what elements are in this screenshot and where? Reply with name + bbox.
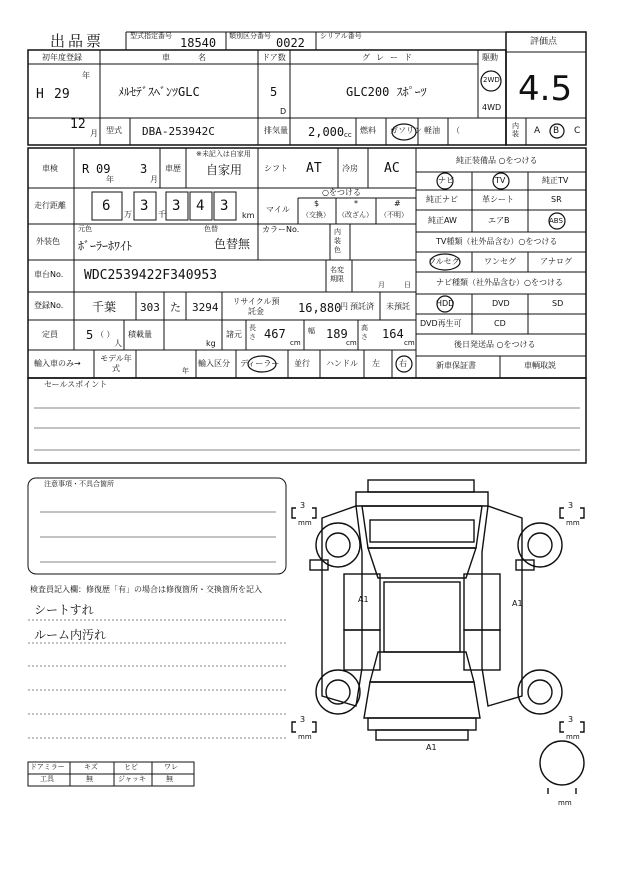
tools-header-scratch: キズ xyxy=(84,763,98,771)
name-change-day: 日 xyxy=(404,281,411,289)
capacity-label: 定員 xyxy=(42,330,58,339)
ac-value: AC xyxy=(384,161,400,176)
import-dealer: ディーラー xyxy=(240,359,280,368)
inspection-year-unit: 年 xyxy=(106,175,114,184)
mileage-unit-man: 万 xyxy=(124,210,132,219)
score-label: 評価点 xyxy=(530,37,558,47)
sales-point-label: セールスポイント xyxy=(44,380,108,389)
original-color-label: 元色 xyxy=(78,225,92,233)
genuine-tv-unit: 純正TV xyxy=(542,176,569,185)
height-unit: cm xyxy=(404,339,415,347)
dims-label: 諸元 xyxy=(226,330,242,339)
length-unit: cm xyxy=(290,339,301,347)
width-value: 189 xyxy=(326,327,348,341)
mileage-circle-note: ○をつける xyxy=(322,188,361,197)
length-label: 長さ xyxy=(249,324,256,341)
interior-grade-a: A xyxy=(534,126,541,136)
width-unit: cm xyxy=(346,339,357,347)
inspection-label: 車検 xyxy=(42,164,58,173)
recycle-unit: 円 xyxy=(340,302,348,311)
altered-symbol: * xyxy=(354,199,358,208)
reg-class: 303 xyxy=(140,301,160,314)
tools-value: 無 xyxy=(86,775,93,783)
capacity-paren: （ ） xyxy=(96,330,115,339)
navi-dvd: DVD xyxy=(492,299,510,308)
shift-value: AT xyxy=(306,161,322,176)
car-name-label: 車名 xyxy=(162,53,234,62)
recycle-deposited: 預託済 xyxy=(350,302,374,311)
tools-header-mirror: ドアミラー xyxy=(30,763,65,771)
handle-left: 左 xyxy=(372,359,380,368)
inspection-month-unit: 月 xyxy=(150,175,158,184)
note-line-1: シートすれ xyxy=(34,603,94,617)
interior-grade-c: C xyxy=(574,126,581,136)
mileage-digit-1: 6 xyxy=(102,198,111,214)
serial-label: シリアル番号 xyxy=(320,32,362,40)
fuel-label: 燃料 xyxy=(360,126,376,135)
mileage-digit-5: 3 xyxy=(220,198,229,214)
model-code-label: 型式指定番号 xyxy=(130,32,172,40)
mileage-label: 走行距離 xyxy=(34,201,66,210)
capacity-persons: 5 xyxy=(86,328,94,342)
interior-color-label: 内装色 xyxy=(334,228,341,254)
class-code: 0022 xyxy=(276,36,305,50)
doors-label: ドア数 xyxy=(262,53,286,62)
tools-header-crack: ヒビ xyxy=(124,763,138,771)
registration-label: 登録No. xyxy=(34,301,64,310)
interior-label: 内装 xyxy=(512,122,519,138)
car-name: ﾒﾙｾﾃﾞｽﾍﾞﾝﾂGLC xyxy=(118,85,200,99)
color-label: 外装色 xyxy=(36,237,60,246)
model-year-label: モデル年式 xyxy=(100,354,132,373)
mileage-unit: km xyxy=(242,211,255,220)
chassis-label: 車台No. xyxy=(34,270,64,279)
name-change-month: 月 xyxy=(378,281,385,289)
capacity-persons-unit: 人 xyxy=(114,339,122,348)
navi-sd: SD xyxy=(552,299,564,308)
chassis-number: WDC2539422F340953 xyxy=(84,268,218,283)
tread-unit-fr: mm xyxy=(566,519,580,527)
tread-unit-fl: mm xyxy=(298,519,312,527)
displacement-value: 2,000 xyxy=(308,125,345,139)
fuel-paren: （ xyxy=(452,126,460,135)
first-reg-label: 初年度登録 xyxy=(42,53,82,62)
tread-front-left: 3 xyxy=(300,501,306,510)
width-label: 幅 xyxy=(308,327,315,335)
genuine-navi: ナビ xyxy=(438,176,454,185)
tv-fullseg: フルセグ xyxy=(428,257,460,266)
jack-label: ジャッキ xyxy=(118,775,146,783)
model-year-unit: 年 xyxy=(182,367,189,375)
tread-unit-spare: mm xyxy=(558,799,572,807)
mile-label: マイル xyxy=(266,205,290,214)
genuine-navi-unit: 純正ナビ xyxy=(426,195,458,204)
height-label: 高さ xyxy=(361,324,368,341)
altered-label: （改ざん） xyxy=(338,211,373,219)
unknown-label: （不明） xyxy=(380,211,408,219)
history-note: ※未記入は自家用 xyxy=(196,150,251,158)
grade-value: GLC200 ｽﾎﾟｰﾂ xyxy=(346,85,427,99)
mileage-digit-3: 3 xyxy=(172,198,181,214)
damage-mark-rear: A1 xyxy=(426,743,437,752)
sunroof: SR xyxy=(551,195,562,204)
handle-label: ハンドル xyxy=(326,359,358,368)
recycle-amount: 16,880 xyxy=(298,301,342,315)
repaint-value: 色替無 xyxy=(214,237,251,251)
post-warranty: 新車保証書 xyxy=(436,361,476,370)
tread-front-right: 3 xyxy=(568,501,574,510)
type-value: DBA-253942C xyxy=(142,125,215,138)
era: H xyxy=(36,87,44,102)
handle-right: 右 xyxy=(399,359,407,368)
import-parallel: 並行 xyxy=(294,359,310,368)
note-line-2: ルーム内汚れ xyxy=(34,628,107,642)
displacement-label: 排気量 xyxy=(264,126,288,135)
tread-unit-rl: mm xyxy=(298,733,312,741)
color-no-label: カラーNo. xyxy=(262,225,300,234)
inspection-year: 09 xyxy=(96,162,111,176)
grade-label: グレード xyxy=(362,53,418,62)
mileage-digit-2: 3 xyxy=(140,198,149,214)
navi-dvd-play: DVD再生可 xyxy=(420,319,462,328)
notes-label: 注意事項・不具合箇所 xyxy=(44,480,114,488)
tread-rear-left: 3 xyxy=(300,715,306,724)
sheet-title: 出品票 xyxy=(50,32,105,50)
class-code-label: 類別区分番号 xyxy=(229,32,271,40)
mileage-digit-4: 4 xyxy=(196,198,205,214)
model-code: 18540 xyxy=(180,36,217,50)
tools-header-break: ワレ xyxy=(164,763,178,771)
drive-4wd: 4WD xyxy=(482,103,502,112)
post-title: 後日発送品 ○をつける xyxy=(454,340,536,349)
shift-label: シフト xyxy=(264,164,288,173)
abs: ABS xyxy=(549,217,563,225)
tread-unit-rr: mm xyxy=(566,733,580,741)
navi-cd: CD xyxy=(494,319,506,328)
tv-title: TV種類（社外品含む）○をつける xyxy=(436,237,558,246)
interior-grade-b: B xyxy=(553,126,560,136)
load-unit: kg xyxy=(206,339,216,348)
month-unit: 月 xyxy=(90,129,98,138)
load-label: 積載量 xyxy=(128,330,152,339)
drive-label: 駆動 xyxy=(482,53,498,62)
repaint-label: 色替 xyxy=(204,225,218,233)
leather-seat: 革シート xyxy=(482,195,514,204)
height-value: 164 xyxy=(382,327,404,341)
tv-analog: アナログ xyxy=(540,257,572,266)
genuine-aw: 純正AW xyxy=(428,216,457,225)
score-value: 4.5 xyxy=(518,69,573,109)
type-label: 型式 xyxy=(106,126,122,135)
tread-rear-right: 3 xyxy=(568,715,574,724)
tools-label: 工具 xyxy=(40,775,54,783)
door-type: D xyxy=(280,107,287,116)
import-only-label: 輸入車のみ→ xyxy=(34,359,81,368)
genuine-tv: TV xyxy=(495,176,506,185)
navi-title: ナビ種類（社外品含む）○をつける xyxy=(436,278,563,287)
jack-value: 無 xyxy=(166,775,173,783)
reg-region: 千葉 xyxy=(92,300,117,314)
navi-hdd: HDD xyxy=(436,299,455,308)
history-value: 自家用 xyxy=(206,163,243,177)
damage-mark-left: A1 xyxy=(358,595,369,604)
inspection-month: 3 xyxy=(140,162,148,176)
year-unit: 年 xyxy=(82,71,90,80)
displacement-unit: cc xyxy=(344,131,352,139)
mileage-unit-sen: 千 xyxy=(158,210,166,219)
reg-number: 3294 xyxy=(192,301,219,314)
post-manual: 車輌取説 xyxy=(524,361,556,370)
ac-label: 冷房 xyxy=(342,164,358,173)
drive-2wd: 2WD xyxy=(483,76,500,84)
inspector-label: 検査員記入欄：修復歴「有」の場合は修復箇所・交換箇所を記入 xyxy=(30,585,262,594)
length-value: 467 xyxy=(264,327,286,341)
airbag: エアB xyxy=(488,216,510,225)
original-color: ﾎﾞｰﾗｰﾎﾜｲﾄ xyxy=(78,239,133,253)
recycle-label: リサイクル預託金 xyxy=(232,297,280,316)
fuel-gasoline: ガソリン xyxy=(390,126,422,135)
history-label: 車歴 xyxy=(165,164,181,173)
first-reg-month: 12 xyxy=(70,117,86,132)
fuel-diesel: 軽油 xyxy=(424,126,440,135)
exchange-label: （交換） xyxy=(302,211,330,219)
reg-kana: た xyxy=(170,301,181,314)
car-diagram xyxy=(292,480,584,794)
damage-mark-right: A1 xyxy=(512,599,523,608)
genuine-title: 純正装備品 ○をつける xyxy=(456,156,538,165)
inspection-era: R xyxy=(82,162,90,176)
unknown-symbol: # xyxy=(394,199,401,208)
doors-value: 5 xyxy=(270,85,278,99)
recycle-not-deposited: 未預託 xyxy=(386,302,410,311)
import-category-label: 輸入区分 xyxy=(198,359,230,368)
name-change-label: 名変期限 xyxy=(330,266,344,283)
first-reg-year: 29 xyxy=(54,87,70,102)
exchange-symbol: $ xyxy=(314,199,320,208)
selection-circles xyxy=(248,71,565,372)
tv-oneseg: ワンセグ xyxy=(484,257,516,266)
